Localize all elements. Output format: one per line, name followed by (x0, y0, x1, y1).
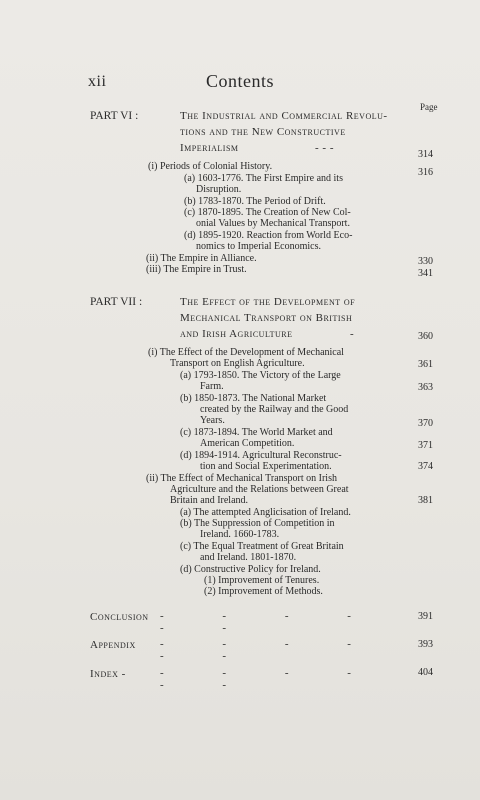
p6-item-d: (d) 1895-1920. Reaction from World Eco- (184, 230, 353, 241)
p6-item-c-cont: onial Values by Mechanical Transport. (196, 218, 350, 229)
p6-section-iii-page: 341 (418, 268, 433, 279)
p7-item-a-line1: (a) 1793-1850. The Victory of the Large (180, 370, 341, 381)
p6-section-i-page: 316 (418, 167, 433, 178)
p6-item-a-cont: Disruption. (196, 184, 242, 195)
p7-item-b-page: 370 (418, 418, 433, 429)
appendix-page: 393 (418, 639, 433, 650)
part-7-title-line3: and Irish Agriculture (180, 328, 293, 340)
part-7-title-dots: - (350, 328, 355, 340)
conclusion-leader: - - - - - - (160, 610, 379, 634)
part-7-title-line2: Mechanical Transport on British (180, 312, 353, 324)
page-numeral: xii (88, 73, 107, 90)
p7-section-ii-line3: Britain and Ireland. (170, 495, 249, 506)
p7-irish-b-line2: Ireland. 1660-1783. (200, 529, 280, 540)
p6-item-a: (a) 1603-1776. The First Empire and its (184, 173, 343, 184)
part-7-label: PART VII : (90, 296, 143, 308)
part-6-label: PART VI : (90, 110, 139, 122)
part-7-title-line1: The Effect of the Development of (180, 296, 356, 308)
conclusion-title: Conclusion (90, 611, 149, 623)
p7-item-d-page: 374 (418, 461, 433, 472)
p7-item-c-line2: American Competition. (200, 438, 295, 449)
p7-irish-c-line2: and Ireland. 1801-1870. (200, 552, 297, 563)
p7-item-c-page: 371 (418, 440, 433, 451)
p6-section-iii: (iii) The Empire in Trust. (146, 264, 247, 275)
part-6-title-line3: Imperialism (180, 142, 239, 154)
part-6-title-dots: - - - (315, 142, 334, 154)
part-7-page: 360 (418, 331, 433, 342)
p7-irish-d: (d) Constructive Policy for Ireland. (180, 564, 321, 575)
p7-section-ii-line1: (ii) The Effect of Mechanical Transport on Irish (146, 473, 337, 484)
p6-section-ii: (ii) The Empire in Alliance. (146, 253, 257, 264)
p7-section-i-page: 361 (418, 359, 433, 370)
appendix-title: Appendix (90, 639, 136, 651)
p7-irish-b-line1: (b) The Suppression of Competition in (180, 518, 335, 529)
p6-section-ii-page: 330 (418, 256, 433, 267)
page-title: Contents (205, 71, 274, 91)
p7-irish-c-line1: (c) The Equal Treatment of Great Britain (180, 541, 344, 552)
conclusion-page: 391 (418, 611, 433, 622)
p7-item-b-line1: (b) 1850-1873. The National Market (180, 393, 327, 404)
p7-section-ii-line2: Agriculture and the Relations between Great (170, 484, 349, 495)
p7-section-i-line1: (i) The Effect of the Development of Mechanical (148, 347, 344, 358)
appendix-leader: - - - - - - (160, 638, 379, 662)
p6-item-d-cont: nomics to Imperial Economics. (196, 241, 321, 252)
part-6-title-line2: tions and the New Constructive (180, 126, 346, 138)
index-page: 404 (418, 667, 433, 678)
index-leader: - - - - - - (160, 667, 379, 691)
p7-item-b-line3: Years. (200, 415, 225, 426)
p6-item-b: (b) 1783-1870. The Period of Drift. (184, 196, 326, 207)
part-6-title-line1: The Industrial and Commercial Revolu- (180, 110, 388, 122)
p7-item-a-line2: Farm. (200, 381, 224, 392)
p7-section-i-line2: Transport on English Agriculture. (170, 358, 305, 369)
part-6-page: 314 (418, 149, 433, 160)
page-column-label: Page (420, 102, 438, 112)
p7-section-ii-page: 381 (418, 495, 433, 506)
p7-item-b-line2: created by the Railway and the Good (200, 404, 349, 415)
p7-irish-d-1: (1) Improvement of Tenures. (204, 575, 320, 586)
p7-irish-a: (a) The attempted Anglicisation of Ireland. (180, 507, 351, 518)
p7-item-d-line2: tion and Social Experimentation. (200, 461, 332, 472)
p7-irish-d-2: (2) Improvement of Methods. (204, 586, 323, 597)
p6-section-i: (i) Periods of Colonial History. (148, 161, 273, 172)
p6-item-c: (c) 1870-1895. The Creation of New Col- (184, 207, 351, 218)
p7-item-d-line1: (d) 1894-1914. Agricultural Reconstruc- (180, 450, 342, 461)
index-title: Index - (90, 668, 126, 680)
p7-item-c-line1: (c) 1873-1894. The World Market and (180, 427, 333, 438)
p7-item-a-page: 363 (418, 382, 433, 393)
